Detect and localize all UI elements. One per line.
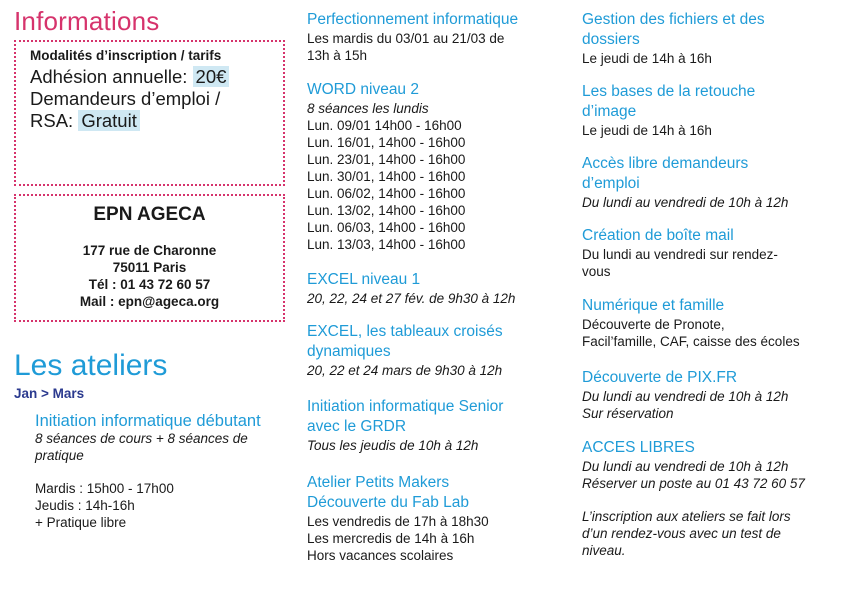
excel1-title: EXCEL niveau 1 bbox=[307, 271, 421, 288]
modalites-heading: Modalités d’inscription / tarifs bbox=[30, 48, 222, 63]
mail-block bbox=[582, 226, 827, 280]
epn-name: EPN AGECA bbox=[93, 204, 206, 225]
makers-line: Les vendredis de 17h à 18h30 bbox=[307, 514, 489, 529]
word-date: Lun. 23/01, 14h00 - 16h00 bbox=[307, 152, 466, 167]
senior-title: avec le GRDR bbox=[307, 418, 407, 435]
pix-block bbox=[582, 368, 827, 422]
numerique-block bbox=[582, 296, 827, 350]
init-schedule bbox=[35, 480, 174, 531]
fichiers-block bbox=[582, 10, 827, 67]
word-date: Lun. 06/03, 14h00 - 16h00 bbox=[307, 220, 466, 235]
perf-line: 13h à 15h bbox=[307, 48, 368, 63]
mail-line: Du lundi au vendredi sur rendez- bbox=[582, 247, 778, 262]
libres-line: Réserver un poste au 01 43 72 60 57 bbox=[582, 476, 805, 491]
rsa-price: Gratuit bbox=[78, 110, 140, 131]
makers-title: Atelier Petits Makers bbox=[307, 474, 450, 491]
excel2-title: dynamiques bbox=[307, 343, 391, 360]
libres-title: ACCES LIBRES bbox=[582, 439, 695, 456]
makers-title: Découverte du Fab Lab bbox=[307, 494, 469, 511]
pix-title: Découverte de PIX.FR bbox=[582, 369, 738, 386]
mail-line: vous bbox=[582, 264, 611, 279]
note-line: niveau. bbox=[582, 543, 626, 558]
retouche-sub: Le jeudi de 14h à 16h bbox=[582, 123, 712, 138]
word-sub: 8 séances les lundis bbox=[307, 101, 429, 116]
acces-emploi-block bbox=[582, 154, 827, 211]
pix-line: Du lundi au vendredi de 10h à 12h bbox=[582, 389, 789, 404]
mail-title: Création de boîte mail bbox=[582, 227, 734, 244]
epn-city: 75011 Paris bbox=[112, 260, 187, 275]
fichiers-sub: Le jeudi de 14h à 16h bbox=[582, 51, 712, 66]
rsa-label: RSA: bbox=[30, 110, 79, 131]
schedule-line: Jeudis : 14h-16h bbox=[35, 498, 135, 513]
senior-block bbox=[307, 397, 562, 454]
excel1-block bbox=[307, 270, 562, 307]
numerique-line: Découverte de Pronote, bbox=[582, 317, 725, 332]
epn-contact-box bbox=[14, 194, 285, 322]
demandeurs-line: Demandeurs d’emploi / bbox=[30, 88, 221, 109]
tarifs-box bbox=[14, 40, 285, 186]
word-date: Lun. 13/02, 14h00 - 16h00 bbox=[307, 203, 466, 218]
adhesion-line bbox=[30, 66, 229, 88]
epn-address: 177 rue de Charonne bbox=[82, 243, 217, 258]
retouche-title: Les bases de la retouche bbox=[582, 83, 756, 100]
perf-title: Perfectionnement informatique bbox=[307, 11, 519, 28]
word-date: Lun. 09/01 14h00 - 16h00 bbox=[307, 118, 462, 133]
acces-sub: Du lundi au vendredi de 10h à 12h bbox=[582, 195, 789, 210]
numerique-title: Numérique et famille bbox=[582, 297, 725, 314]
perf-line: Les mardis du 03/01 au 21/03 de bbox=[307, 31, 505, 46]
senior-title: Initiation informatique Senior bbox=[307, 398, 504, 415]
word-date: Lun. 13/03, 14h00 - 16h00 bbox=[307, 237, 466, 252]
makers-line: Hors vacances scolaires bbox=[307, 548, 454, 563]
fichiers-title: Gestion des fichiers et des bbox=[582, 11, 765, 28]
adhesion-label: Adhésion annuelle: bbox=[30, 66, 193, 87]
note-line: L’inscription aux ateliers se fait lors bbox=[582, 509, 791, 524]
makers-block bbox=[307, 473, 562, 564]
schedule-line: + Pratique libre bbox=[35, 515, 127, 530]
epn-phone: Tél : 01 43 72 60 57 bbox=[88, 277, 211, 292]
init-title: Initiation informatique débutant bbox=[35, 412, 261, 430]
ateliers-title: Les ateliers bbox=[14, 349, 168, 382]
rsa-line bbox=[30, 110, 140, 132]
word-date: Lun. 16/01, 14h00 - 16h00 bbox=[307, 135, 466, 150]
epn-email: Mail : epn@ageca.org bbox=[79, 294, 220, 309]
inscription-note bbox=[582, 508, 827, 559]
makers-line: Les mercredis de 14h à 16h bbox=[307, 531, 475, 546]
acces-title: d’emploi bbox=[582, 175, 640, 192]
init-description: 8 séances de cours + 8 séances de pratique bbox=[35, 431, 248, 463]
ateliers-period: Jan > Mars bbox=[14, 386, 85, 401]
excel2-title: EXCEL, les tableaux croisés bbox=[307, 323, 503, 340]
note-line: d’un rendez-vous avec un test de bbox=[582, 526, 781, 541]
word-title: WORD niveau 2 bbox=[307, 81, 419, 98]
word-date: Lun. 30/01, 14h00 - 16h00 bbox=[307, 169, 466, 184]
acces-title: Accès libre demandeurs bbox=[582, 155, 749, 172]
libres-line: Du lundi au vendredi de 10h à 12h bbox=[582, 459, 789, 474]
retouche-block bbox=[582, 82, 827, 139]
excel2-sub: 20, 22 et 24 mars de 9h30 à 12h bbox=[307, 363, 503, 378]
adhesion-price: 20€ bbox=[193, 66, 230, 87]
acces-libres-block bbox=[582, 438, 827, 492]
numerique-line: Facil’famille, CAF, caisse des écoles bbox=[582, 334, 800, 349]
informations-title: Informations bbox=[14, 6, 160, 36]
schedule-line: Mardis : 15h00 - 17h00 bbox=[35, 481, 174, 496]
perfectionnement-block bbox=[307, 10, 562, 64]
senior-sub: Tous les jeudis de 10h à 12h bbox=[307, 438, 479, 453]
fichiers-title: dossiers bbox=[582, 31, 640, 48]
epn-address-block bbox=[16, 242, 283, 310]
word-date: Lun. 06/02, 14h00 - 16h00 bbox=[307, 186, 466, 201]
excel1-sub: 20, 22, 24 et 27 fév. de 9h30 à 12h bbox=[307, 291, 516, 306]
word-block bbox=[307, 80, 562, 253]
excel2-block bbox=[307, 322, 562, 379]
retouche-title: d’image bbox=[582, 103, 637, 120]
pix-line: Sur réservation bbox=[582, 406, 674, 421]
